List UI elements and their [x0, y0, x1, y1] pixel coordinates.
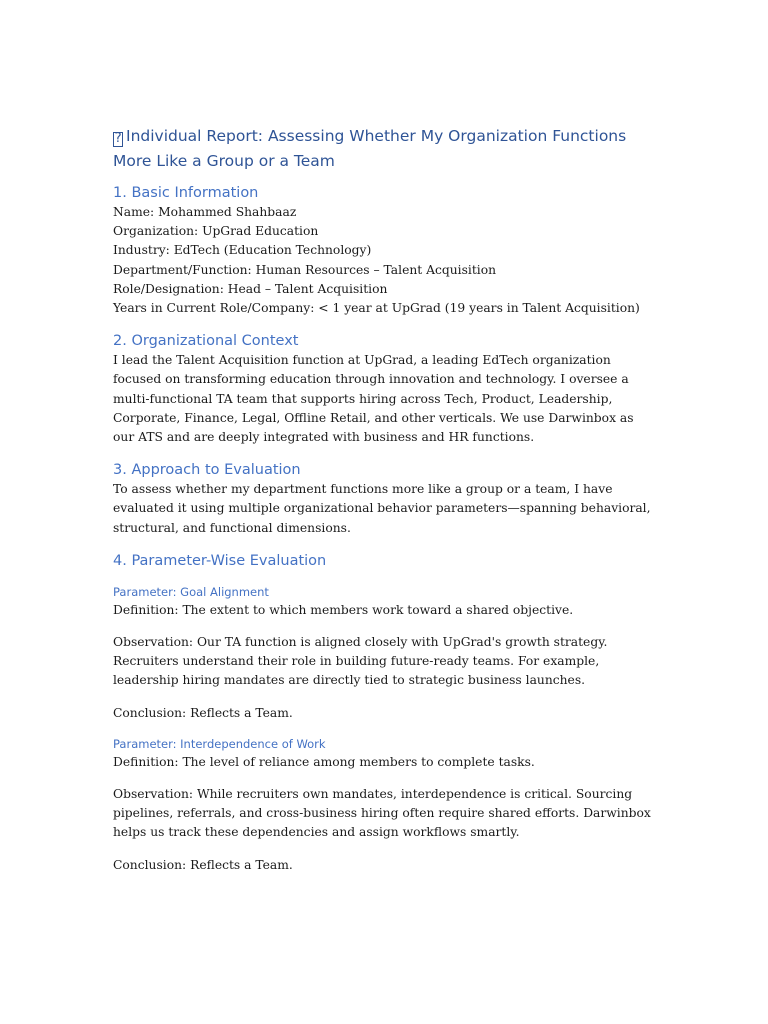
section-heading: 3. Approach to Evaluation — [113, 462, 301, 479]
section-heading: 4. Parameter-Wise Evaluation — [113, 552, 327, 569]
basic-info-role: Role/Designation: Head – Talent Acquisition — [113, 281, 388, 296]
document-title — [113, 124, 658, 174]
parameter-conclusion: Conclusion: Reflects a Team. — [113, 857, 293, 872]
basic-info-industry: Industry: EdTech (Education Technology) — [113, 243, 372, 258]
parameter-observation: Observation: Our TA function is aligned closely with UpGrad's growth strategy. Recruiters understand their role in building future-ready teams. For example, leadership hiring mandates are directly tied to strategic business launches. — [113, 635, 608, 688]
section-heading: 2. Organizational Context — [113, 333, 299, 350]
basic-info-years: Years in Current Role/Company: < 1 year at UpGrad (19 years in Talent Acquisition) — [113, 301, 640, 316]
section-basic-information — [113, 183, 658, 318]
section-organizational-context — [113, 331, 658, 447]
parameter-title: Parameter: Interdependence of Work — [113, 736, 326, 751]
parameter-block — [113, 735, 658, 875]
section-heading: 1. Basic Information — [113, 185, 259, 201]
document-title-text: Individual Report: Assessing Whether My Organization Functions More Like a Group or a Team — [113, 127, 627, 170]
context-paragraph: I lead the Talent Acquisition function at UpGrad, a leading EdTech organization focused on transforming education through innovation and technology. I oversee a multi-functional TA team that supports hiring across Tech, Product, Leadership, Corporate, Finance, Legal, Offline Retail, and other verticals. We use Darwinbox as our ATS and are deeply integrated with business and HR functions. — [113, 353, 634, 445]
missing-glyph-icon: ? — [114, 131, 122, 146]
parameter-title: Parameter: Goal Alignment — [113, 584, 269, 599]
section-approach — [113, 460, 658, 538]
section-parameter-evaluation — [113, 551, 658, 875]
parameter-block — [113, 583, 658, 723]
document-page — [113, 124, 658, 888]
parameter-definition: Definition: The extent to which members work toward a shared objective. — [113, 602, 574, 617]
basic-info-organization: Organization: UpGrad Education — [113, 224, 319, 239]
parameter-conclusion: Conclusion: Reflects a Team. — [113, 705, 293, 720]
basic-info-name: Name: Mohammed Shahbaaz — [113, 205, 297, 219]
basic-info-department: Department/Function: Human Resources – Talent Acquisition — [113, 262, 497, 277]
basic-info-list — [113, 203, 658, 318]
parameter-observation: Observation: While recruiters own mandates, interdependence is critical. Sourcing pipelines, referrals, and cross-business hiring often require shared efforts. Darwinbox helps us track these dependencies and assign workflows smartly. — [113, 787, 651, 840]
approach-paragraph: To assess whether my department functions more like a group or a team, I have evaluated it using multiple organizational behavior parameters—spanning behavioral, structural, and functional dimensions. — [113, 482, 651, 535]
parameter-definition: Definition: The level of reliance among members to complete tasks. — [113, 754, 535, 769]
